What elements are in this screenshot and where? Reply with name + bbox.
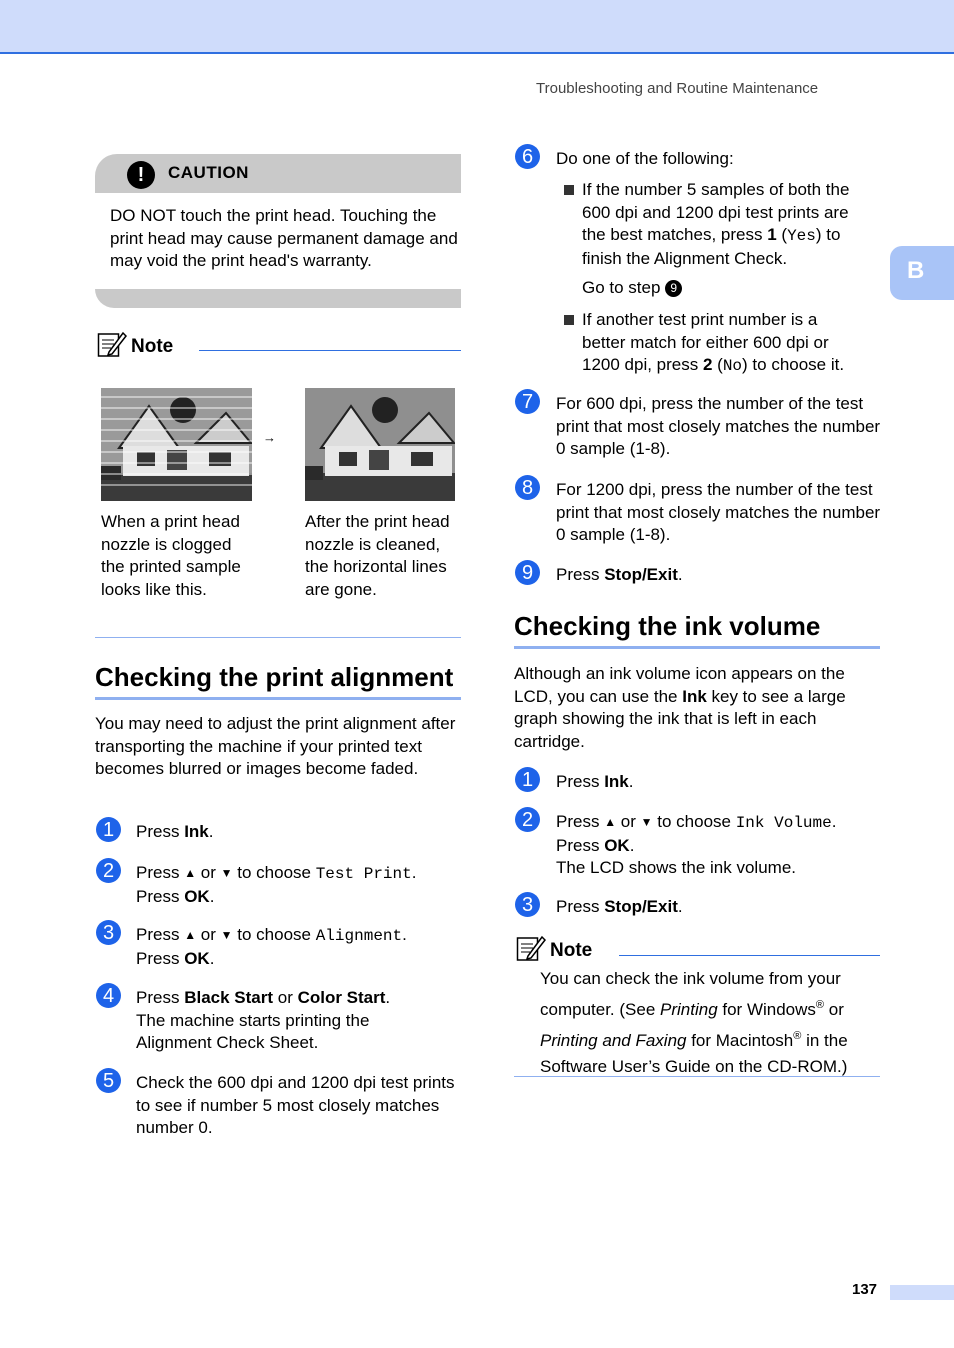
section-title-underline	[95, 697, 461, 700]
step-9-text: Press Stop/Exit.	[556, 565, 683, 584]
up-arrow-icon: ▲	[184, 928, 197, 942]
ink-intro: Although an ink volume icon appears on the LCD, you can use the Ink key to see a large graph showing the ink that is left in each cartridge.	[514, 664, 846, 751]
alignment-step-5: Check the 600 dpi and 1200 dpi test prints to see if number 5 most closely matches number 0.	[136, 1073, 455, 1137]
caption-clean: After the print head nozzle is cleaned, the horizontal lines are gone.	[305, 512, 450, 599]
note-pencil-icon	[97, 330, 127, 358]
up-arrow-icon: ▲	[184, 866, 197, 880]
alignment-step-3: Press ▲ or ▼ to choose Alignment. Press OK.	[136, 925, 407, 968]
alignment-step-1: Press Ink.	[136, 822, 214, 841]
step-number-8: 8	[515, 475, 540, 500]
top-color-band	[0, 0, 954, 54]
step-number-5: 5	[96, 1068, 121, 1093]
step-7-text: For 600 dpi, press the number of the test print that most closely matches the number 0 sample (1-8).	[556, 394, 881, 458]
note-label: Note	[131, 336, 174, 357]
section-title-alignment: Checking the print alignment	[95, 662, 454, 692]
down-arrow-icon: ▼	[640, 815, 653, 829]
up-arrow-icon: ▲	[604, 815, 617, 829]
step-6-text: Do one of the following:	[556, 149, 734, 168]
ink-step-1: Press Ink.	[556, 772, 634, 791]
step-number-3: 3	[515, 892, 540, 917]
section-title-ink: Checking the ink volume	[514, 611, 821, 641]
ink-note-text: You can check the ink volume from your computer. (See Printing for Windows® or Printing and Faxing for Macintosh® in the Software User’s Guide on the CD-ROM.)	[540, 969, 848, 1076]
note-rule	[199, 350, 461, 351]
goto-step: Go to step 9	[582, 277, 682, 300]
down-arrow-icon: ▼	[220, 866, 233, 880]
note-label: Note	[550, 940, 593, 961]
page-number: 137	[852, 1281, 878, 1298]
step-number-2: 2	[515, 807, 540, 832]
step-6-option-2: If another test print number is a better match for either 600 dpi or 1200 dpi, press 2 (No) to choose it.	[582, 310, 845, 375]
step-number-6: 6	[515, 144, 540, 169]
house-photo-clean	[305, 388, 455, 501]
step-number-4: 4	[96, 983, 121, 1008]
step-6-option-1: If the number 5 samples of both the 600 dpi and 1200 dpi test prints are the best matches, press 1 (Yes) to finish the Alignment Check.	[582, 180, 850, 268]
step-number-9: 9	[515, 560, 540, 585]
note-end-rule	[514, 1076, 880, 1077]
note-rule	[619, 955, 880, 956]
bullet-square	[564, 185, 574, 195]
step-number-2: 2	[96, 858, 121, 883]
section-title-underline	[514, 646, 880, 649]
alignment-step-4: Press Black Start or Color Start. The machine starts printing the Alignment Check Sheet.	[136, 988, 391, 1052]
note-pencil-icon	[516, 934, 546, 962]
caution-text: DO NOT touch the print head. Touching the print head may cause permanent damage and may void the print head's warranty.	[110, 206, 458, 270]
caption-clogged: When a print head nozzle is clogged the printed sample looks like this.	[101, 512, 241, 599]
down-arrow-icon: ▼	[220, 928, 233, 942]
chapter-tab	[890, 246, 954, 300]
note-end-rule	[95, 637, 461, 638]
step-number-7: 7	[515, 389, 540, 414]
caution-label: CAUTION	[168, 163, 249, 182]
running-header: Troubleshooting and Routine Maintenance	[536, 80, 819, 97]
alignment-step-2: Press ▲ or ▼ to choose Test Print. Press OK.	[136, 863, 417, 906]
chapter-tab-letter: B	[907, 257, 925, 284]
alignment-intro: You may need to adjust the print alignment after transporting the machine if your printed text becomes blurred or images become faded.	[95, 714, 456, 778]
bullet-square	[564, 315, 574, 325]
step-number-3: 3	[96, 920, 121, 945]
step-9-reference: 9	[665, 280, 682, 297]
exclamation-icon: !	[127, 161, 155, 189]
page-number-bar	[890, 1285, 954, 1300]
step-number-1: 1	[515, 767, 540, 792]
ink-step-3: Press Stop/Exit.	[556, 897, 683, 916]
step-8-text: For 1200 dpi, press the number of the test print that most closely matches the number 0 sample (1-8).	[556, 480, 881, 544]
arrow-glyph: →	[263, 430, 276, 445]
step-number-1: 1	[96, 817, 121, 842]
ink-step-2: Press ▲ or ▼ to choose Ink Volume. Press OK. The LCD shows the ink volume.	[556, 812, 837, 877]
house-photo-clogged	[101, 388, 252, 501]
caution-footer-bar	[95, 289, 461, 308]
